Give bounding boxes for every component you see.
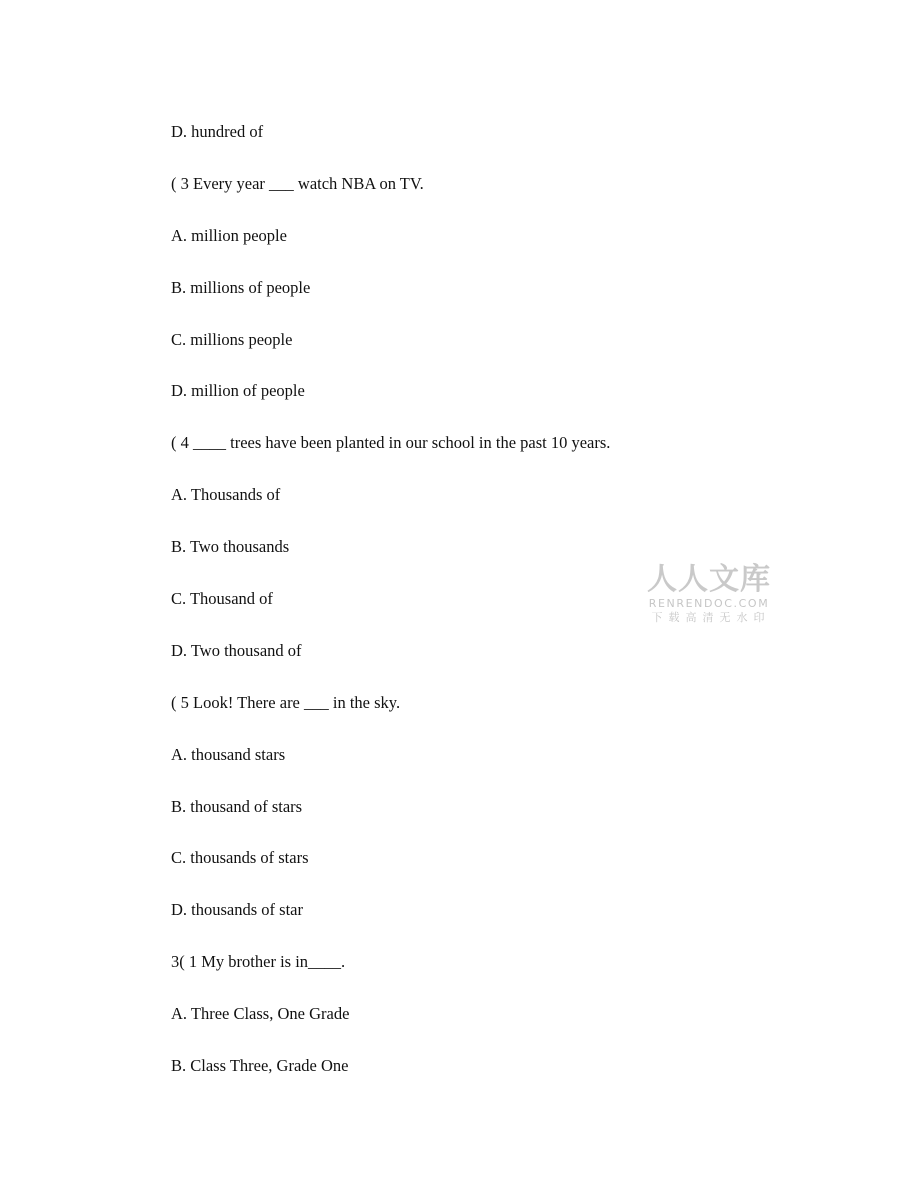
- option-line: A. Three Class, One Grade: [171, 1004, 350, 1024]
- question-line: ( 4 ____ trees have been planted in our school in the past 10 years.: [171, 433, 611, 453]
- option-line: D. million of people: [171, 381, 305, 401]
- question-line: ( 5 Look! There are ___ in the sky.: [171, 692, 401, 712]
- option-line: A. Thousands of: [171, 485, 281, 505]
- question-list: [171, 120, 610, 1106]
- option-line: C. Thousand of: [171, 589, 273, 609]
- watermark-title: 人人文库: [647, 562, 771, 597]
- option-line: D. hundred of: [171, 122, 264, 141]
- question-line: ( 3 Every year ___ watch NBA on TV.: [171, 173, 424, 193]
- watermark-domain: RENRENDOC.COM: [648, 597, 770, 610]
- watermark-logo: [646, 563, 772, 625]
- option-line: A. million people: [171, 225, 287, 245]
- option-line: D. Two thousand of: [171, 640, 302, 660]
- option-line: B. thousand of stars: [171, 796, 303, 816]
- watermark-slogan: 下载高清无水印: [651, 611, 771, 624]
- option-line: B. Class Three, Grade One: [171, 1056, 349, 1076]
- option-line: A. thousand stars: [171, 744, 286, 764]
- option-line: C. millions people: [171, 329, 293, 349]
- option-line: D. thousands of star: [171, 900, 303, 920]
- option-line: B. millions of people: [171, 277, 311, 297]
- question-line: 3( 1 My brother is in____.: [171, 952, 346, 972]
- option-line: C. thousands of stars: [171, 848, 309, 868]
- option-line: B. Two thousands: [171, 537, 290, 557]
